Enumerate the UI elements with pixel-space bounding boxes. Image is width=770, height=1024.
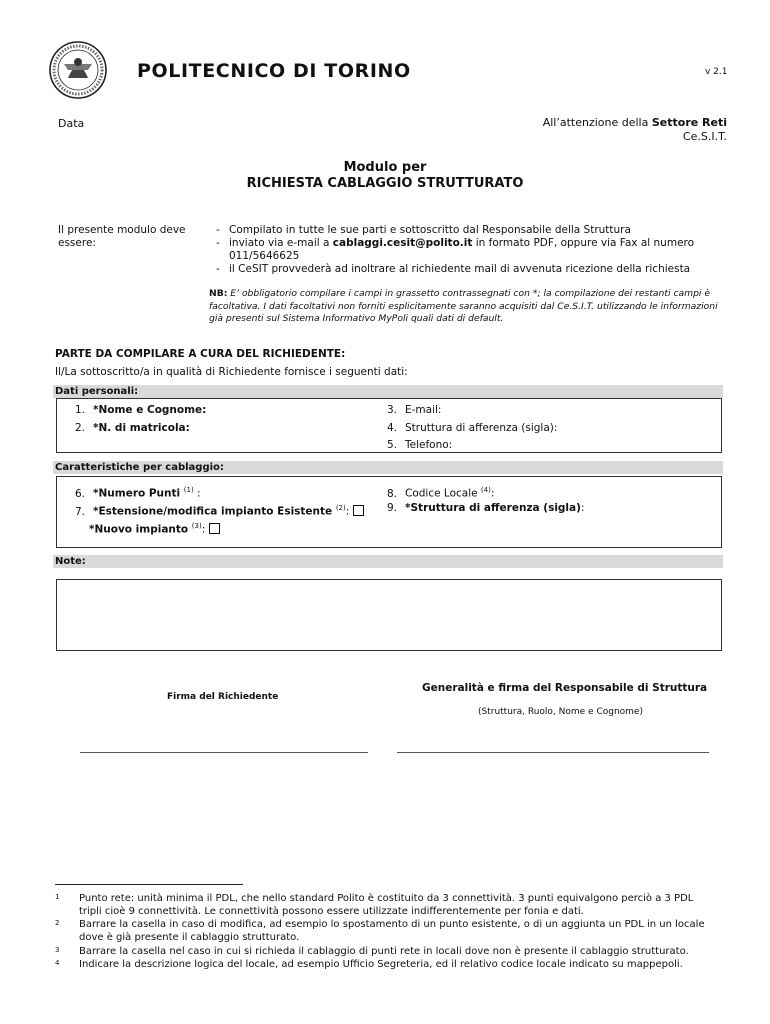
field-number: 8. <box>386 487 397 500</box>
field-label: *Nome e Cognome: <box>93 404 207 416</box>
email-link[interactable]: cablaggi.cesit@polito.it <box>332 237 473 249</box>
footnote <box>55 919 720 945</box>
manager-signature-hint: (Struttura, Ruolo, Nome e Cognome) <box>478 707 643 717</box>
field-matricola[interactable] <box>63 420 190 436</box>
manager-signature-label: Generalità e firma del Responsabile di Struttura <box>422 682 708 694</box>
intro-list <box>216 224 716 276</box>
footnote-ref: (3) <box>191 522 202 530</box>
field-nuovo-impianto <box>89 518 220 538</box>
version-label: v 2.1 <box>705 67 728 77</box>
footnote-text: Punto rete: unità minima il PDL, che nello standard Polito è costituito da 3 connettività. 3 punti equivalgono perciò a 3 PDL tripli cioè 9 connettività. Le connettività possono essere utilizzate indifferentemente per fonia e dati. <box>79 893 694 917</box>
footnote-divider <box>55 884 243 885</box>
field-colon: : <box>193 487 201 500</box>
estensione-checkbox[interactable] <box>353 505 364 516</box>
date-label: Data <box>58 117 85 130</box>
footnote <box>55 959 720 972</box>
field-label: *Nuovo impianto <box>89 523 192 536</box>
notes-header: Note: <box>53 555 723 568</box>
applicant-signature-label: Firma del Richiedente <box>167 692 279 702</box>
field-numero-punti[interactable] <box>63 482 201 502</box>
section-subtitle: Il/La sottoscritto/a in qualità di Richiedente fornisce i seguenti dati: <box>55 366 408 378</box>
form-title-line1: Modulo per <box>343 160 427 175</box>
field-number: 9. <box>386 502 397 514</box>
field-telefono[interactable] <box>375 437 452 453</box>
attention-org: Ce.S.I.T. <box>682 130 727 143</box>
nb-label: NB: <box>209 288 228 299</box>
intro-item: - Compilato in tutte le sue parti e sottoscritto dal Responsabile della Struttura <box>216 224 716 237</box>
footnote-ref: (4) <box>480 486 491 494</box>
field-number: 4. <box>386 422 397 434</box>
field-codice-locale[interactable] <box>375 482 494 502</box>
footnote-text: Barrare la casella in caso di modifica, ad esempio lo spostamento di un punto esistente, o di un aggiunta un PDL in un locale dove è già presente il cablaggio strutturato. <box>79 919 705 943</box>
cabling-box <box>56 476 722 548</box>
footnote-number: 3 <box>55 946 60 954</box>
notes-textarea[interactable] <box>56 579 722 651</box>
attention-recipient: Settore Reti <box>651 116 727 129</box>
attention-prefix: All’attenzione della <box>542 116 652 129</box>
footnote-ref: (1) <box>183 486 194 494</box>
intro-item <box>216 237 716 263</box>
field-label: Telefono: <box>405 439 453 451</box>
footnote-text: Indicare la descrizione logica del locale, ad esempio Ufficio Segreteria, ed il relativo codice locale indicato su mappepoli. <box>79 959 683 970</box>
form-title <box>0 160 770 192</box>
field-struttura-afferenza[interactable] <box>375 500 584 516</box>
footnote <box>55 946 720 959</box>
nb-note <box>209 288 719 326</box>
footnote-text: Barrare la casella nel caso in cui si richieda il cablaggio di punti rete in locali dove non è presente il cablaggio strutturato. <box>79 946 689 957</box>
nuovo-impianto-checkbox[interactable] <box>209 523 220 534</box>
personal-data-header: Dati personali: <box>53 385 723 398</box>
footnote <box>55 893 720 919</box>
field-struttura[interactable] <box>375 420 557 436</box>
field-number: 3. <box>386 404 397 416</box>
footnote-number: 1 <box>55 893 60 901</box>
field-label: *N. di matricola: <box>93 422 190 434</box>
field-number: 2. <box>74 422 85 434</box>
field-label: *Struttura di afferenza (sigla) <box>405 502 581 514</box>
intro-label: Il presente modulo deve essere: <box>58 224 186 249</box>
field-number: 6. <box>74 487 85 500</box>
field-number: 7. <box>74 505 85 518</box>
institution-name: POLITECNICO DI TORINO <box>137 60 411 82</box>
field-email[interactable] <box>375 402 441 418</box>
field-name[interactable] <box>63 402 206 418</box>
field-label: E-mail: <box>405 404 442 416</box>
form-title-line2: RICHIESTA CABLAGGIO STRUTTURATO <box>246 176 524 191</box>
field-number: 1. <box>74 404 85 416</box>
footnote-number: 4 <box>55 959 60 967</box>
intro-item: - il CeSIT provvederà ad inoltrare al richiedente mail di avvenuta ricezione della richiesta <box>216 263 716 276</box>
footnote-ref: (2) <box>335 504 346 512</box>
field-label: Codice Locale <box>405 487 481 500</box>
university-seal-icon <box>48 40 130 100</box>
field-colon: : <box>580 502 585 514</box>
field-number: 5. <box>386 439 397 451</box>
manager-signature-line[interactable] <box>397 752 709 753</box>
footnote-number: 2 <box>55 919 60 927</box>
field-label: Struttura di afferenza (sigla): <box>405 422 558 434</box>
applicant-signature-line[interactable] <box>80 752 368 753</box>
field-colon: : <box>345 505 350 518</box>
intro-item-text: inviato via e-mail a <box>229 237 333 249</box>
personal-data-box <box>56 398 722 453</box>
intro-item-text: in formato PDF, oppure via Fax al numero 011/5646625 <box>229 237 695 262</box>
field-label: *Numero Punti <box>93 487 184 500</box>
field-colon: : <box>490 487 495 500</box>
field-label: *Estensione/modifica impianto Esistente <box>93 505 336 518</box>
field-estensione <box>63 500 364 520</box>
cabling-header: Caratteristiche per cablaggio: <box>53 461 723 474</box>
attention-block <box>543 116 727 144</box>
field-colon: : <box>201 523 206 536</box>
nb-text: E’ obbligatorio compilare i campi in grassetto contrassegnati con *; la compilazione dei restanti campi è facoltativa. I dati facoltativi non forniti esplicitamente saranno acquisiti dal Ce.S.I.T. utilizzando le informazioni già presenti sul Sistema Informativo MyPoli quali dati di default. <box>209 288 718 324</box>
section-title: PARTE DA COMPILARE A CURA DEL RICHIEDENTE: <box>55 348 346 360</box>
